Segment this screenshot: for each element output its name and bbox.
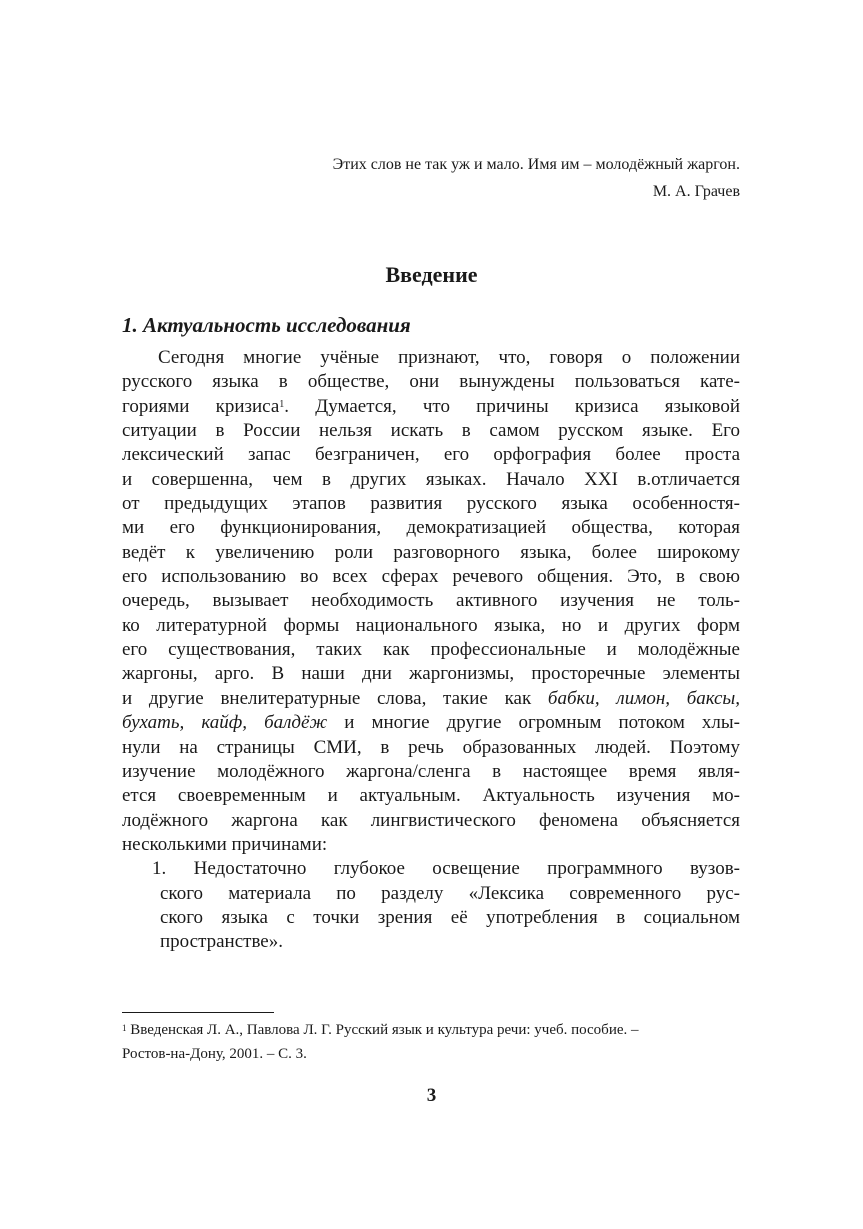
text-line: и совершенна, чем в других языках. Начало XXI в.отличается — [122, 468, 740, 490]
epigraph-author: М. А. Грачев — [652, 183, 740, 200]
text-fragment: гориями кризиса — [122, 395, 280, 417]
text-line: Сегодня многие учёные признают, что, говоря о положении — [158, 347, 740, 368]
list-item-line: пространстве». — [160, 931, 283, 953]
slang-examples: бабки, лимон, баксы, — [547, 687, 740, 709]
footnote — [122, 1018, 742, 1066]
epigraph-quote: Этих слов не так уж и мало. Имя им – молодёжный жаргон. — [332, 156, 740, 173]
list-item-line: ского языка с точки зрения её употребления в социальном — [160, 906, 740, 928]
footnote-marker: 1 — [122, 1023, 127, 1033]
text-line: изучение молодёжного жаргона/сленга в настоящее время явля- — [122, 760, 740, 782]
text-line: лодёжного жаргона как лингвистического феномена объясняется — [122, 809, 740, 831]
epigraph — [220, 152, 740, 205]
text-line: русского языка в обществе, они вынуждены пользоваться кате- — [122, 371, 740, 393]
body-text — [122, 346, 740, 955]
list-item-number: 1. — [152, 858, 167, 880]
text-fragment: и другие внелитературные слова, такие как — [122, 687, 548, 709]
text-line: жаргоны, арго. В наши дни жаргонизмы, просторечные элементы — [122, 663, 740, 685]
text-line — [122, 395, 740, 419]
text-line: от предыдущих этапов развития русского языка особенностя- — [122, 493, 740, 515]
footnote-reference[interactable]: 1 — [279, 398, 285, 410]
text-line — [122, 711, 740, 735]
section-heading: 1. Актуальность исследования — [122, 313, 411, 337]
text-line — [122, 687, 740, 711]
footnote-line: Ростов-на-Дону, 2001. – С. 3. — [122, 1046, 307, 1062]
chapter-title: Введение — [385, 262, 478, 287]
text-fragment: . Думается, что причины кризиса языковой — [284, 395, 740, 417]
text-line: лексический запас безграничен, его орфография более проста — [122, 444, 740, 466]
text-line: нули на страницы СМИ, в речь образованных людей. Поэтому — [122, 736, 740, 758]
text-line: ситуации в России нельзя искать в самом русском языке. Его — [122, 420, 740, 442]
text-line: ведёт к увеличению роли разговорного языка, более широкому — [122, 541, 740, 563]
slang-examples: бухать, кайф, балдёж — [122, 712, 328, 734]
text-line: его использованию во всех сферах речевого общения. Это, в свою — [122, 566, 740, 588]
text-line: очередь, вызывает необходимость активного изучения не толь- — [122, 590, 740, 612]
text-line: несколькими причинами: — [122, 833, 328, 855]
text-line: ко литературной формы национального языка, но и других форм — [122, 614, 740, 636]
text-line: ется своевременным и актуальным. Актуальность изучения мо- — [122, 785, 740, 807]
footnote-divider — [122, 1012, 274, 1013]
text-fragment: и многие другие огромным потоком хлы- — [327, 712, 740, 734]
footnote-line — [122, 1018, 742, 1042]
list-item-line: ского материала по разделу «Лексика современного рус- — [160, 882, 740, 904]
text-line: его существования, таких как профессиональные и молодёжные — [122, 639, 740, 661]
list-item-line — [122, 857, 740, 881]
footnote-text: Введенская Л. А., Павлова Л. Г. Русский язык и культура речи: учеб. пособие. – — [130, 1022, 639, 1038]
page-number: 3 — [426, 1085, 437, 1106]
text-line: ми его функционирования, демократизацией общества, которая — [122, 517, 740, 539]
list-item-text: Недостаточно глубокое освещение программного вузов- — [193, 858, 740, 880]
